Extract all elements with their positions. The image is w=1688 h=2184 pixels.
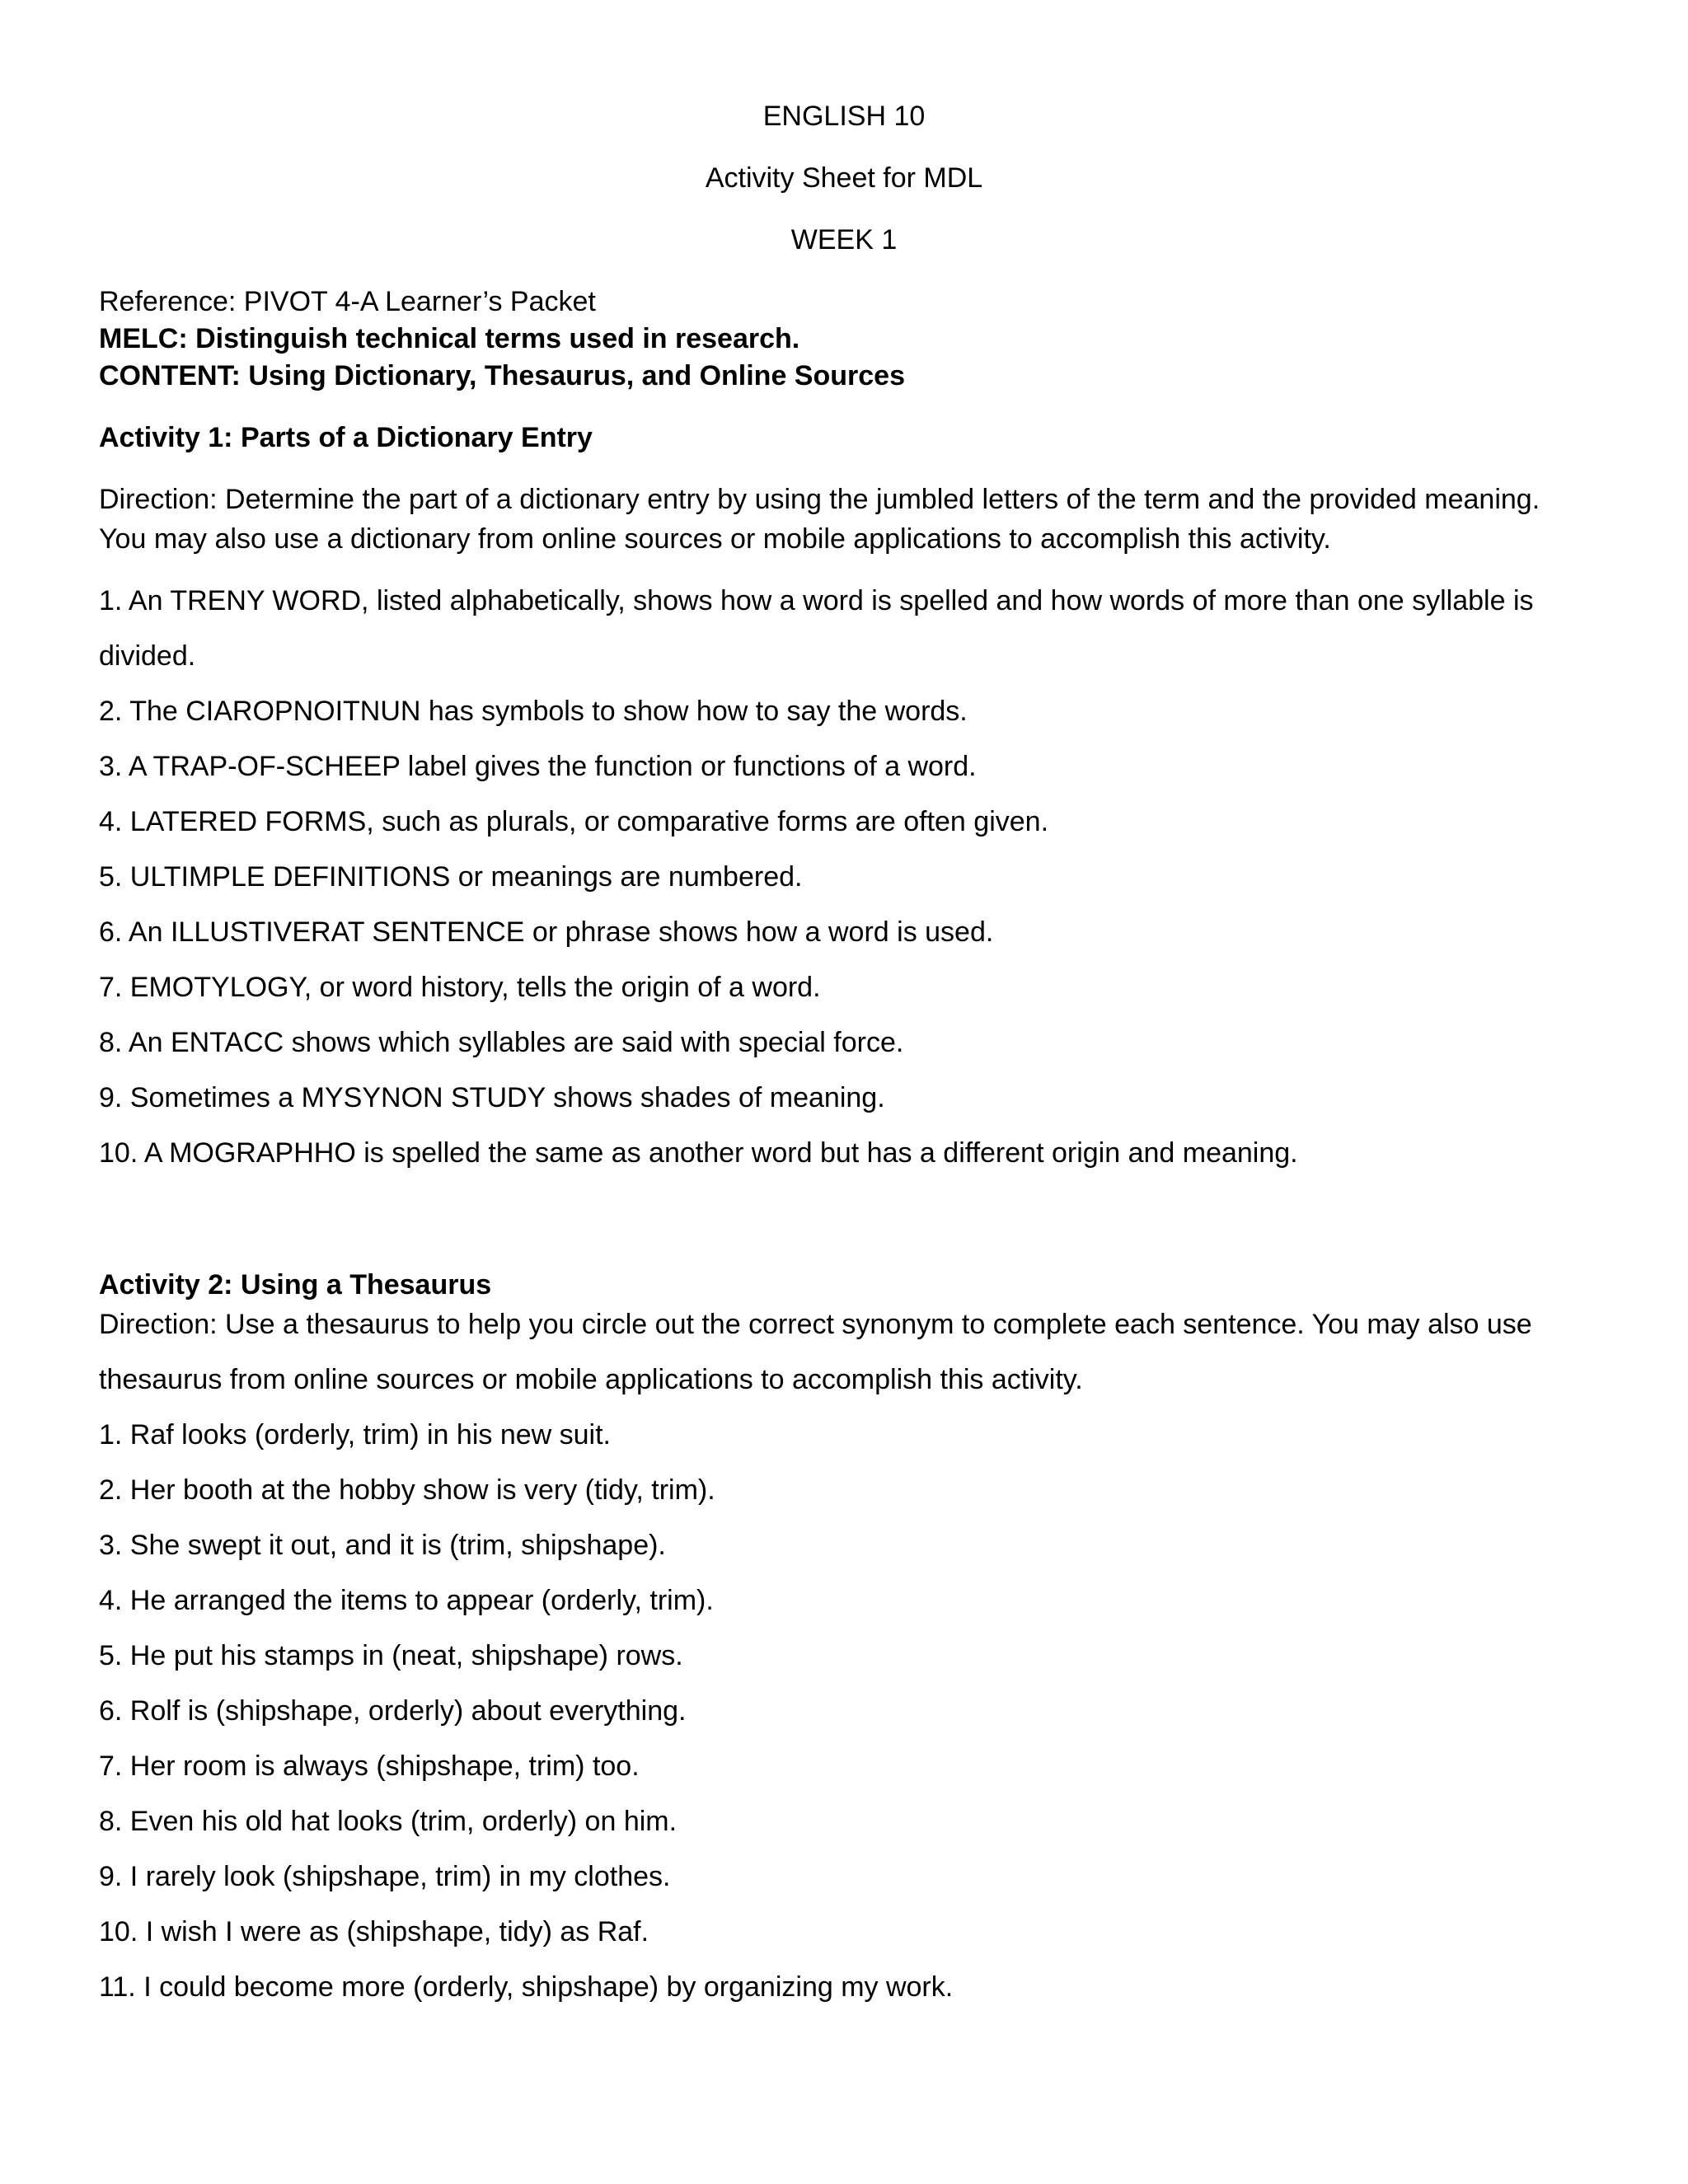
- content-line: CONTENT: Using Dictionary, Thesaurus, and Online Sources: [99, 360, 905, 391]
- activity1-direction-line2: You may also use a dictionary from online sources or mobile applications to accomplish this activity.: [99, 523, 1331, 555]
- activity1-item: 4. LATERED FORMS, such as plurals, or comparative forms are often given.: [99, 806, 1049, 837]
- activity1-direction-line1: Direction: Determine the part of a dictionary entry by using the jumbled letters of the term and the provided meaning.: [99, 484, 1540, 515]
- activity1-item: 5. ULTIMPLE DEFINITIONS or meanings are numbered.: [99, 861, 803, 893]
- activity1-item: 3. A TRAP-OF-SCHEEP label gives the function or functions of a word.: [99, 751, 977, 782]
- week-title: WEEK 1: [790, 224, 898, 255]
- activity1-item: divided.: [99, 640, 196, 672]
- activity1-item: 7. EMOTYLOGY, or word history, tells the origin of a word.: [99, 972, 821, 1003]
- activity2-item: 8. Even his old hat looks (trim, orderly) on him.: [99, 1806, 678, 1837]
- activity1-item: 9. Sometimes a MYSYNON STUDY shows shades of meaning.: [99, 1082, 885, 1113]
- activity2-item: 9. I rarely look (shipshape, trim) in my clothes.: [99, 1861, 671, 1892]
- course-title: ENGLISH 10: [762, 101, 926, 132]
- activity2-item: 2. Her booth at the hobby show is very (tidy, trim).: [99, 1474, 715, 1506]
- sheet-title: Activity Sheet for MDL: [705, 162, 983, 194]
- activity2-item: 7. Her room is always (shipshape, trim) too.: [99, 1750, 640, 1782]
- reference-line: Reference: PIVOT 4-A Learner’s Packet: [99, 286, 596, 317]
- activity1-item: 10. A MOGRAPHHO is spelled the same as another word but has a different origin and meaning.: [99, 1137, 1298, 1169]
- activity2-direction-line2: thesaurus from online sources or mobile applications to accomplish this activity.: [99, 1364, 1083, 1395]
- activity1-item: 6. An ILLUSTIVERAT SENTENCE or phrase shows how a word is used.: [99, 916, 994, 948]
- activity2-item: 10. I wish I were as (shipshape, tidy) as Raf.: [99, 1916, 649, 1947]
- activity2-item: 6. Rolf is (shipshape, orderly) about everything.: [99, 1695, 687, 1727]
- activity2-title: Activity 2: Using a Thesaurus: [99, 1269, 492, 1301]
- activity1-item: 8. An ENTACC shows which syllables are said with special force.: [99, 1027, 904, 1058]
- activity2-item: 1. Raf looks (orderly, trim) in his new suit.: [99, 1419, 611, 1451]
- activity2-item: 4. He arranged the items to appear (orderly, trim).: [99, 1585, 714, 1616]
- activity2-item: 3. She swept it out, and it is (trim, shipshape).: [99, 1530, 666, 1561]
- activity1-title: Activity 1: Parts of a Dictionary Entry: [99, 422, 593, 453]
- melc-line: MELC: Distinguish technical terms used in research.: [99, 323, 800, 354]
- activity2-item: 11. I could become more (orderly, shipshape) by organizing my work.: [99, 1971, 954, 2003]
- activity2-item: 5. He put his stamps in (neat, shipshape) rows.: [99, 1640, 683, 1671]
- activity2-direction-line1: Direction: Use a thesaurus to help you circle out the correct synonym to complete each sentence. You may also use: [99, 1309, 1532, 1340]
- activity1-item: 1. An TRENY WORD, listed alphabetically, shows how a word is spelled and how words of more than one syllable is: [99, 585, 1534, 616]
- activity1-item: 2. The CIAROPNOITNUN has symbols to show how to say the words.: [99, 696, 968, 727]
